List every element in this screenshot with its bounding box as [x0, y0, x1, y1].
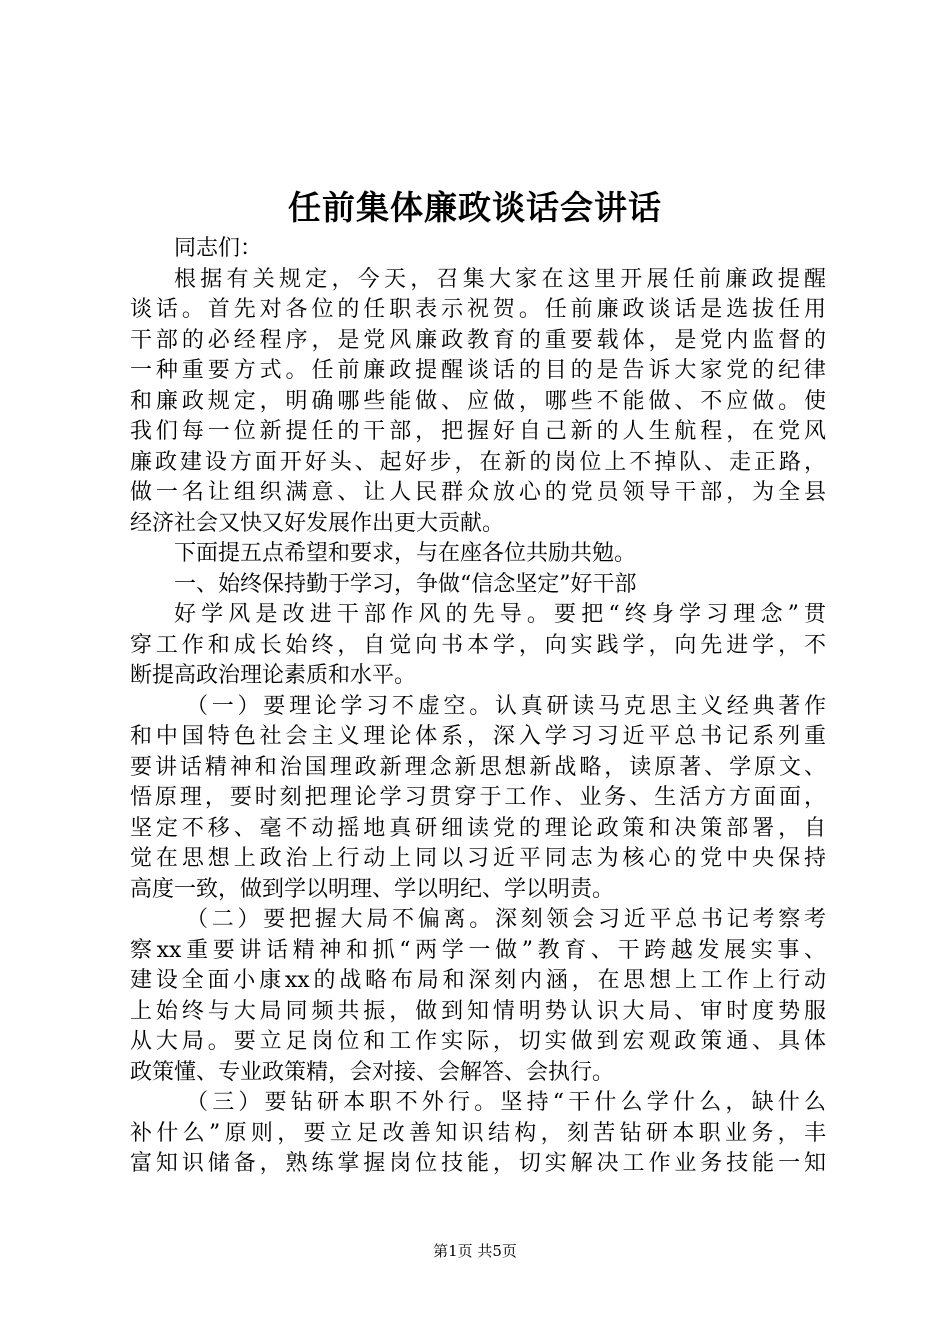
document-title: 任前集体廉政谈话会讲话 — [288, 188, 662, 227]
body-line: 下面提五点希望和要求，与在座各位共励共勉。 — [174, 541, 637, 566]
body-line: 富知识储备，熟练掌握岗位技能，切实解决工作业务技能一知 — [130, 1151, 826, 1176]
body-line: 断提高政治理论素质和水平。 — [130, 663, 417, 688]
body-line: 坚定不移、毫不动摇地真研细读党的理论政策和决策部署，自 — [130, 815, 826, 841]
salutation-line: 同志们： — [174, 236, 263, 261]
body-line: 一种重要方式。任前廉政提醒谈话的目的是告诉大家党的纪律 — [130, 358, 826, 383]
subsection-line: （三）要钻研本职不外行。坚持“干什么学什么，缺什么 — [186, 1090, 826, 1115]
body-line: 高度一致，做到学以明理、学以明纪、学以明责。 — [130, 876, 615, 902]
section-heading: 一、始终保持勤于学习，争做“信念坚定”好干部 — [174, 571, 637, 597]
document-body — [130, 234, 826, 1180]
body-line: 做一名让组织满意、让人民群众放心的党员领导干部，为全县 — [130, 480, 826, 505]
subsection-line: （二）要把握大局不偏离。深刻领会习近平总书记考察考 — [186, 907, 826, 932]
body-line: 和中国特色社会主义理论体系，深入学习习近平总书记系列重 — [130, 724, 826, 749]
body-line: 经济社会又快又好发展作出更大贡献。 — [130, 510, 505, 536]
body-line: 觉在思想上政治上行动上同以习近平同志为核心的党中央保持 — [130, 846, 826, 871]
body-line: 从大局。要立足岗位和工作实际，切实做到宏观政策通、具体 — [130, 1029, 826, 1054]
body-line: 建设全面小康xx的战略布局和深刻内涵，在思想上工作上行动 — [130, 968, 826, 993]
subsection-line: （一）要理论学习不虚空。认真研读马克思主义经典著作 — [186, 693, 826, 719]
body-line: 政策懂、专业政策精，会对接、会解答、会执行。 — [130, 1059, 615, 1085]
body-line: 好学风是改进干部作风的先导。要把“终身学习理念”贯 — [174, 602, 826, 627]
page-footer: 第1页 共5页 — [433, 1242, 517, 1260]
body-line: 和廉政规定，明确哪些能做、应做，哪些不能做、不应做。使 — [130, 388, 826, 414]
body-line: 谈话。首先对各位的任职表示祝贺。任前廉政谈话是选拔任用 — [130, 297, 826, 322]
body-line: 上始终与大局同频共振，做到知情明势认识大局、审时度势服 — [130, 998, 826, 1024]
body-line: 干部的必经程序，是党风廉政教育的重要载体，是党内监督的 — [130, 327, 826, 353]
body-line: 廉政建设方面开好头、起好步，在新的岗位上不掉队、走正路， — [130, 449, 826, 475]
body-line: 补什么”原则，要立足改善知识结构，刻苦钻研本职业务，丰 — [130, 1120, 826, 1146]
body-line: 悟原理，要时刻把理论学习贯穿于工作、业务、生活方方面面， — [130, 785, 826, 810]
body-line: 根据有关规定，今天，召集大家在这里开展任前廉政提醒 — [174, 266, 826, 292]
body-line: 我们每一位新提任的干部，把握好自己新的人生航程，在党风 — [130, 419, 826, 444]
body-line: 要讲话精神和治国理政新理念新思想新战略，读原著、学原文、 — [130, 754, 826, 780]
body-line: 察xx重要讲话精神和抓“两学一做”教育、干跨越发展实事、 — [130, 937, 826, 963]
body-line: 穿工作和成长始终，自觉向书本学，向实践学，向先进学，不 — [130, 632, 826, 658]
